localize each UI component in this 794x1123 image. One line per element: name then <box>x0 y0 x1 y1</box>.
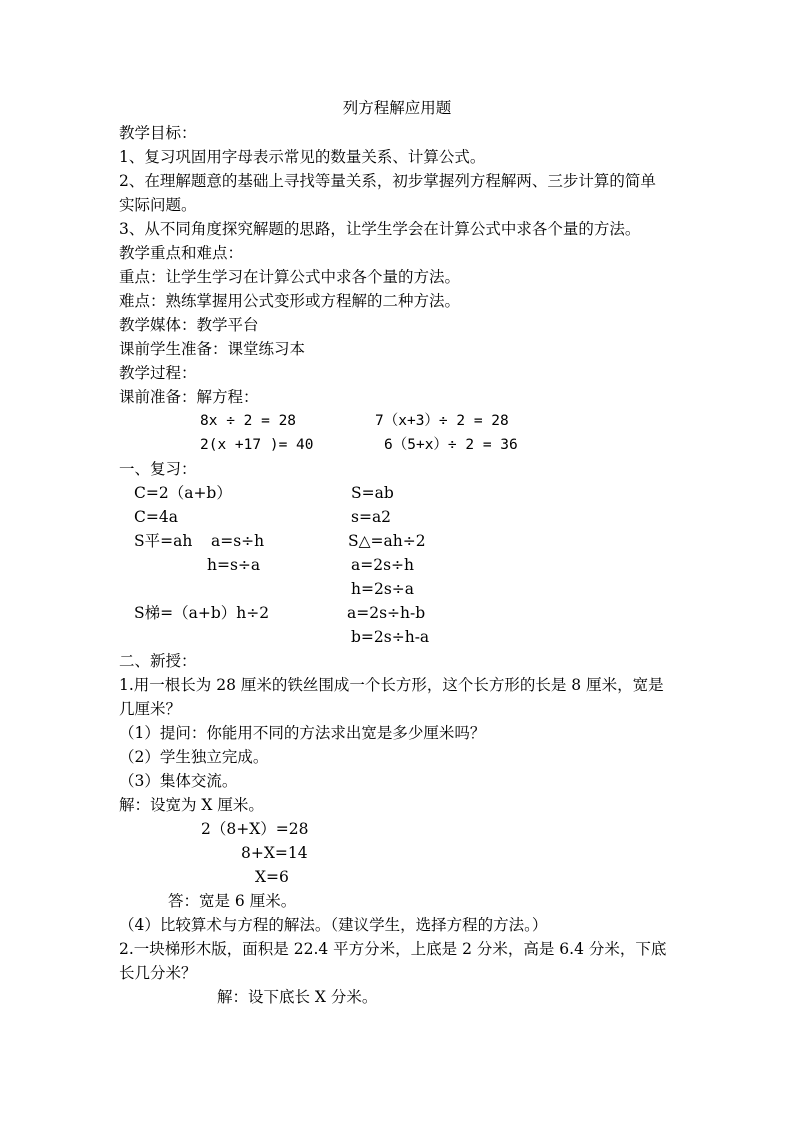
problem-1-solution: 解：设宽为 X 厘米。 <box>119 796 264 814</box>
new-lesson-heading: 二、新授： <box>119 652 197 670</box>
formula-square-perimeter: C=4a <box>134 508 178 526</box>
problem-1-compare: （4）比较算术与方程的解法。（建议学生，选择方程的方法。） <box>119 916 548 934</box>
formula-parallelogram-height: h=s÷a <box>207 556 261 574</box>
formula-rect-perimeter: C=2（a+b） <box>134 484 232 502</box>
document-title: 列方程解应用题 <box>342 99 452 117</box>
objective-2: 2、在理解题意的基础上寻找等量关系，初步掌握列方程解两、三步计算的简单 <box>119 172 656 190</box>
media-line: 教学媒体：教学平台 <box>119 316 259 334</box>
equation-3: 2(x +17 )= 40 <box>200 437 314 453</box>
formula-parallelogram-base: a=s÷h <box>211 532 265 550</box>
review-heading: 一、复习： <box>119 460 197 478</box>
objectives-heading: 教学目标： <box>119 124 197 142</box>
problem-2-text: 2.一块梯形木版，面积是 22.4 平方分米，上底是 2 分米，高是 6.4 分米，下底 <box>119 940 667 958</box>
problem-1-step-2: （2）学生独立完成。 <box>119 748 269 766</box>
formula-triangle-height: h=2s÷a <box>351 580 415 598</box>
formula-trapezoid-base-a: a=2s÷h-b <box>347 604 426 622</box>
formula-parallelogram-area: S平=ah <box>134 532 193 550</box>
key-points-heading: 教学重点和难点： <box>119 244 244 262</box>
prep-line: 课前学生准备：课堂练习本 <box>119 340 306 358</box>
problem-1-work-1: 2（8+X）=28 <box>201 820 309 838</box>
objective-1: 1、复习巩固用字母表示常见的数量关系、计算公式。 <box>119 148 486 166</box>
objective-2-cont: 实际问题。 <box>119 196 197 214</box>
problem-1-work-3: X=6 <box>255 868 289 886</box>
equation-2: 7（x+3）÷ 2 = 28 <box>375 413 509 429</box>
problem-2-text-cont: 长几分米？ <box>119 964 197 982</box>
equation-1: 8x ÷ 2 = 28 <box>200 413 297 429</box>
focus-point: 重点：让学生学习在计算公式中求各个量的方法。 <box>119 268 461 286</box>
formula-triangle-base: a=2s÷h <box>351 556 415 574</box>
problem-1-text-cont: 几厘米？ <box>119 700 182 718</box>
difficulty-point: 难点：熟练掌握用公式变形或方程解的二种方法。 <box>119 292 461 310</box>
warmup-line: 课前准备：解方程： <box>119 388 259 406</box>
problem-1-step-3: （3）集体交流。 <box>119 772 238 790</box>
formula-trapezoid-area: S梯=（a+b）h÷2 <box>134 604 270 622</box>
objective-3: 3、从不同角度探究解题的思路，让学生学会在计算公式中求各个量的方法。 <box>119 220 641 238</box>
problem-1-answer: 答：宽是 6 厘米。 <box>168 892 297 910</box>
problem-1-step-1: （1）提问：你能用不同的方法求出宽是多少厘米吗？ <box>119 724 486 742</box>
problem-1-work-2: 8+X=14 <box>241 844 308 862</box>
problem-2-solution: 解：设下底长 X 分米。 <box>217 988 378 1006</box>
equation-4: 6（5+x）÷ 2 = 36 <box>384 437 518 453</box>
formula-triangle-area: S△=ah÷2 <box>348 532 426 550</box>
formula-square-area: s=a2 <box>351 508 392 526</box>
problem-1-text: 1.用一根长为 28 厘米的铁丝围成一个长方形，这个长方形的长是 8 厘米，宽是 <box>119 676 664 694</box>
formula-trapezoid-base-b: b=2s÷h-a <box>351 628 430 646</box>
formula-rect-area: S=ab <box>351 484 394 502</box>
process-heading: 教学过程： <box>119 364 197 382</box>
